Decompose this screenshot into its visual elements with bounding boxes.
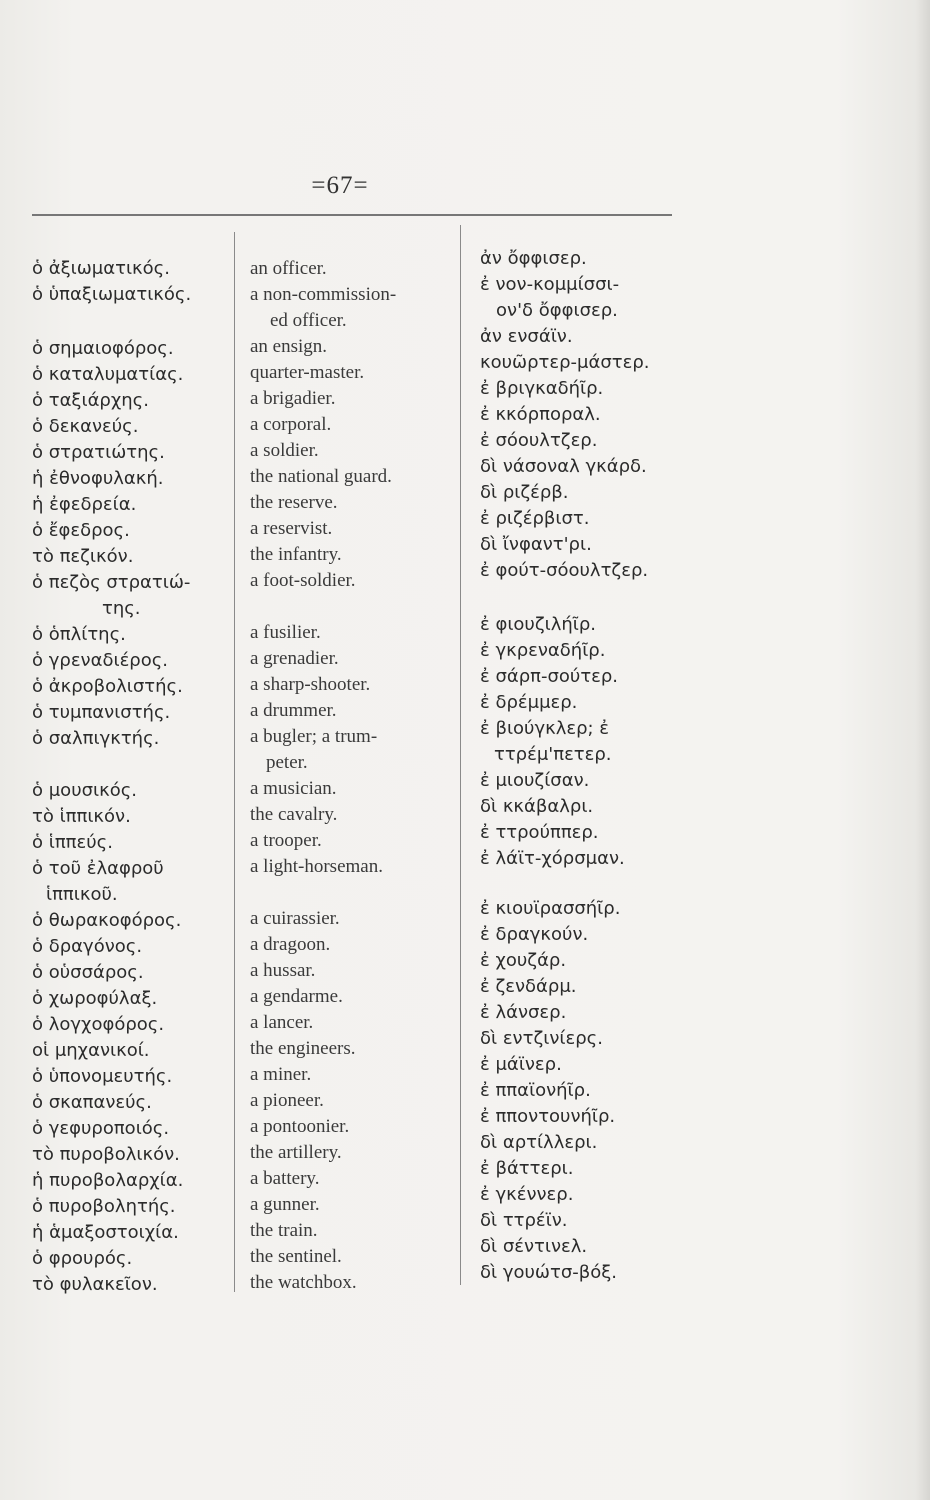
english-term: the sentinel. bbox=[250, 1246, 342, 1267]
greek-term: οἱ μηχανικοί. bbox=[32, 1040, 150, 1061]
greek-term: ὁ γρεναδιέρος. bbox=[32, 650, 169, 671]
greek-term: ἡ ἐφεδρεία. bbox=[32, 494, 137, 515]
english-term: an officer. bbox=[250, 258, 327, 279]
header-rule bbox=[32, 214, 672, 216]
greek-term: ἱππικοῦ. bbox=[46, 884, 118, 905]
pronunciation: ἐ γκέννερ. bbox=[480, 1184, 574, 1205]
pronunciation: ἐ νον-κομμίσσι- bbox=[480, 274, 620, 295]
greek-term: ὁ ὑπονομευτής. bbox=[32, 1066, 173, 1087]
greek-term: ὁ ὑπαξιωματικός. bbox=[32, 284, 192, 305]
english-term: a hussar. bbox=[250, 960, 316, 981]
pronunciation: ἐ μιουζίσαν. bbox=[480, 770, 590, 791]
greek-term: ὁ σαλπιγκτής. bbox=[32, 728, 160, 749]
pronunciation: δὶ νάσοναλ γκάρδ. bbox=[480, 456, 647, 477]
english-term: the watchbox. bbox=[250, 1272, 357, 1293]
pronunciation: ἐ ππαϊονήῖρ. bbox=[480, 1080, 591, 1101]
greek-term: ὁ πυροβολητής. bbox=[32, 1196, 176, 1217]
english-term: a non-commission- bbox=[250, 284, 397, 305]
greek-term: ὁ μουσικός. bbox=[32, 780, 138, 801]
greek-term: ὁ θωρακοφόρος. bbox=[32, 910, 182, 931]
greek-term: ὁ χωροφύλαξ. bbox=[32, 988, 158, 1009]
pronunciation: ἐ γκρεναδήῖρ. bbox=[480, 640, 606, 661]
english-term: the national guard. bbox=[250, 466, 392, 487]
pronunciation: δὶ ἴνφαντ'ρι. bbox=[480, 534, 592, 555]
english-term: a soldier. bbox=[250, 440, 319, 461]
pronunciation: δὶ κκάβαλρι. bbox=[480, 796, 594, 817]
english-term: a musician. bbox=[250, 778, 337, 799]
pronunciation: κουῶρτερ-μάστερ. bbox=[480, 352, 650, 373]
pronunciation: ἐ ριζέρβιστ. bbox=[480, 508, 590, 529]
pronunciation: ἐ φιουζιλήῖρ. bbox=[480, 614, 597, 635]
pronunciation: ἐ βιούγκλερ; ἐ bbox=[480, 718, 610, 739]
pronunciation: ἐ κκόρποραλ. bbox=[480, 404, 601, 425]
greek-term: ὁ ἀκροβολιστής. bbox=[32, 676, 183, 697]
pronunciation: ον'δ ὄφφισερ. bbox=[496, 300, 618, 321]
pronunciation: ἐ χουζάρ. bbox=[480, 950, 567, 971]
greek-term: ὁ δραγόνος. bbox=[32, 936, 143, 957]
pronunciation: ἐ κιουϊρασσήῖρ. bbox=[480, 898, 621, 919]
pronunciation: ἀν ενσάϊν. bbox=[480, 326, 573, 347]
page-edge bbox=[916, 0, 930, 1500]
pronunciation: ττρέμ'πετερ. bbox=[494, 744, 612, 765]
greek-term: ὁ σημαιοφόρος. bbox=[32, 338, 174, 359]
pronunciation: δὶ αρτίλλερι. bbox=[480, 1132, 598, 1153]
greek-term: ὁ τοῦ ἐλαφροῦ bbox=[32, 858, 164, 879]
greek-term: ὁ στρατιώτης. bbox=[32, 442, 165, 463]
column-divider-right bbox=[460, 225, 461, 1285]
english-term: peter. bbox=[266, 752, 308, 773]
pronunciation: ἐ σάρπ-σούτερ. bbox=[480, 666, 619, 687]
page-number: =67= bbox=[311, 172, 369, 199]
english-term: a lancer. bbox=[250, 1012, 314, 1033]
english-term: a trooper. bbox=[250, 830, 322, 851]
greek-term: ὁ ταξιάρχης. bbox=[32, 390, 149, 411]
english-term: a corporal. bbox=[250, 414, 332, 435]
english-term: a pioneer. bbox=[250, 1090, 324, 1111]
greek-term: τὸ πεζικόν. bbox=[32, 546, 134, 567]
pronunciation: δὶ ττρέϊν. bbox=[480, 1210, 568, 1231]
english-term: a pontoonier. bbox=[250, 1116, 350, 1137]
greek-term: ὁ σκαπανεύς. bbox=[32, 1092, 152, 1113]
greek-term: ὁ δεκανεύς. bbox=[32, 416, 139, 437]
english-term: the artillery. bbox=[250, 1142, 342, 1163]
greek-term: τὸ ἱππικόν. bbox=[32, 806, 131, 827]
greek-term: ὁ ὁπλίτης. bbox=[32, 624, 126, 645]
greek-term: ὁ ἀξιωματικός. bbox=[32, 258, 170, 279]
pronunciation: ἐ λάνσερ. bbox=[480, 1002, 567, 1023]
pronunciation: δὶ εντζινίερς. bbox=[480, 1028, 603, 1049]
english-term: a light-horseman. bbox=[250, 856, 383, 877]
english-term: a foot-soldier. bbox=[250, 570, 356, 591]
pronunciation: ἐ βριγκαδήῖρ. bbox=[480, 378, 604, 399]
english-term: quarter-master. bbox=[250, 362, 365, 383]
english-term: the train. bbox=[250, 1220, 318, 1241]
pronunciation: ἐ πποντουνήῖρ. bbox=[480, 1106, 616, 1127]
english-term: a drummer. bbox=[250, 700, 337, 721]
english-term: the reserve. bbox=[250, 492, 338, 513]
english-term: a battery. bbox=[250, 1168, 320, 1189]
pronunciation: ἐ ττρούππερ. bbox=[480, 822, 599, 843]
pronunciation: ἐ δρέμμερ. bbox=[480, 692, 578, 713]
pronunciation: δὶ γουώτσ-βόξ. bbox=[480, 1262, 617, 1283]
english-term: a sharp-shooter. bbox=[250, 674, 371, 695]
column-divider-left bbox=[234, 232, 235, 1292]
pronunciation: ἐ δραγκούν. bbox=[480, 924, 589, 945]
greek-term: ὁ τυμπανιστής. bbox=[32, 702, 171, 723]
greek-term: ὁ οὑσσάρος. bbox=[32, 962, 144, 983]
pronunciation: ἀν ὄφφισερ. bbox=[480, 248, 587, 269]
greek-term: ὁ καταλυματίας. bbox=[32, 364, 184, 385]
pronunciation: ἐ σόουλτζερ. bbox=[480, 430, 598, 451]
pronunciation: ἐ βάττερι. bbox=[480, 1158, 574, 1179]
greek-term: ὁ φρουρός. bbox=[32, 1248, 133, 1269]
greek-term: ὁ γεφυροποιός. bbox=[32, 1118, 170, 1139]
greek-term: ὁ ἱππεύς. bbox=[32, 832, 113, 853]
greek-term: ὁ πεζὸς στρατιώ- bbox=[32, 572, 191, 593]
pronunciation: δὶ σέντινελ. bbox=[480, 1236, 588, 1257]
english-term: a gendarme. bbox=[250, 986, 343, 1007]
english-term: a fusilier. bbox=[250, 622, 321, 643]
greek-term: τὸ πυροβολικόν. bbox=[32, 1144, 180, 1165]
english-term: a bugler; a trum- bbox=[250, 726, 378, 747]
pronunciation: ἐ ζενδάρμ. bbox=[480, 976, 577, 997]
english-term: the engineers. bbox=[250, 1038, 356, 1059]
english-term: a miner. bbox=[250, 1064, 312, 1085]
pronunciation: ἐ λάϊτ-χόρσμαν. bbox=[480, 848, 625, 869]
greek-term: ὁ ἔφεδρος. bbox=[32, 520, 130, 541]
greek-term: της. bbox=[102, 598, 141, 619]
english-term: ed officer. bbox=[270, 310, 347, 331]
pronunciation: ἐ μάϊνερ. bbox=[480, 1054, 562, 1075]
greek-term: ἡ πυροβολαρχία. bbox=[32, 1170, 184, 1191]
pronunciation: δὶ ριζέρβ. bbox=[480, 482, 569, 503]
greek-term: ἡ ἁμαξοστοιχία. bbox=[32, 1222, 179, 1243]
greek-term: τὸ φυλακεῖον. bbox=[32, 1274, 158, 1295]
english-term: the infantry. bbox=[250, 544, 342, 565]
english-term: a gunner. bbox=[250, 1194, 320, 1215]
english-term: the cavalry. bbox=[250, 804, 338, 825]
english-term: a grenadier. bbox=[250, 648, 339, 669]
greek-term: ἡ ἐθνοφυλακή. bbox=[32, 468, 164, 489]
english-term: a cuirassier. bbox=[250, 908, 340, 929]
english-term: a brigadier. bbox=[250, 388, 336, 409]
english-term: a reservist. bbox=[250, 518, 333, 539]
greek-term: ὁ λογχοφόρος. bbox=[32, 1014, 165, 1035]
pronunciation: ἐ φούτ-σόουλτζερ. bbox=[480, 560, 649, 581]
english-term: an ensign. bbox=[250, 336, 328, 357]
english-term: a dragoon. bbox=[250, 934, 331, 955]
